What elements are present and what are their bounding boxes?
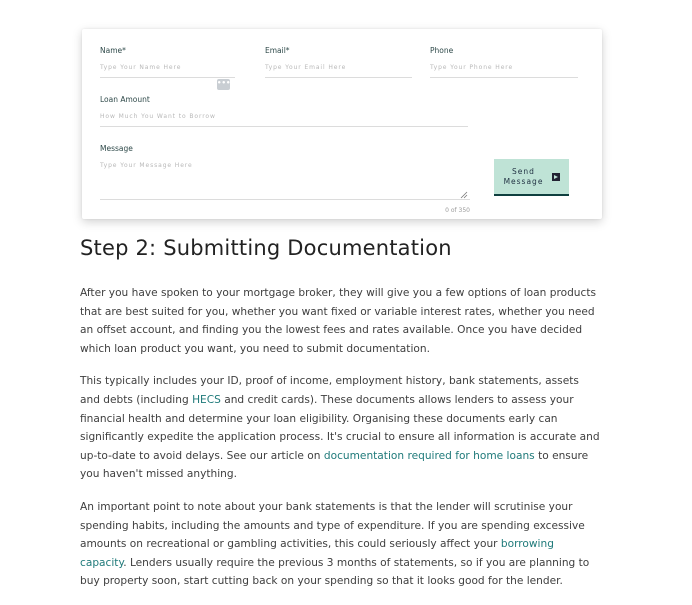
p3-text-2: . Lenders usually require the previous 3 months of statements, so if you are planning to buy property soon, start cutting back on your spending so that it looks good for the lender. — [80, 556, 590, 588]
paragraph-2 — [80, 372, 602, 484]
paragraph-3 — [80, 498, 602, 591]
name-input[interactable] — [100, 64, 235, 78]
p3-text-1: An important point to note about your bank statements is that the lender will scrutinise your spending habits, including the amounts and type of expenditure. If you are spending excessive amounts on recreational or gambling activities, this could seriously affect your — [80, 500, 585, 551]
send-message-label: Send Message — [503, 166, 544, 186]
p2-text-3: to ensure you haven't missed anything. — [80, 449, 589, 481]
email-field-group — [265, 46, 412, 78]
email-label: Email* — [265, 46, 290, 55]
article-body — [80, 284, 602, 605]
contact-form — [82, 29, 602, 219]
phone-label: Phone — [430, 46, 454, 55]
autofill-icon[interactable]: ••• — [217, 79, 230, 90]
message-label: Message — [100, 144, 133, 153]
email-input[interactable] — [265, 64, 412, 78]
loan-amount-label: Loan Amount — [100, 95, 150, 104]
borrowing-capacity-link[interactable]: borrowing capacity — [80, 538, 554, 569]
phone-field-group — [430, 46, 578, 78]
name-label: Name* — [100, 46, 126, 55]
loan-amount-field-group — [100, 95, 468, 127]
documentation-link[interactable]: documentation required for home loans — [323, 449, 535, 462]
paragraph-1: After you have spoken to your mortgage broker, they will give you a few options of loan products that are best suited for you, whether you want fixed or variable interest rates, whether you need an offset account, and finding you the lowest fees and rates available. Once you have decided which loan product you want, you need to submit documentation. — [80, 287, 597, 355]
message-input[interactable] — [100, 162, 470, 200]
hecs-link[interactable]: HECS — [192, 393, 221, 406]
message-field-group — [100, 144, 470, 214]
p2-text-1: This typically includes your ID, proof of income, employment history, bank statements, assets and debts (including — [80, 375, 579, 406]
name-field-group — [100, 46, 235, 87]
loan-amount-input[interactable] — [100, 113, 468, 127]
phone-input[interactable] — [430, 64, 578, 78]
character-count: 0 of 350 — [445, 207, 470, 214]
resize-handle-icon[interactable] — [460, 191, 468, 199]
section-heading: Step 2: Submitting Documentation — [80, 236, 452, 260]
send-message-button[interactable] — [494, 159, 569, 196]
arrow-right-icon — [552, 173, 560, 181]
p2-text-2: and credit cards). These documents allows lenders to assess your financial health and determine your loan eligibility. Organising these documents early can significantly expedite the application process. It's crucial to ensure all information is accurate and up-to-date to avoid delays. See our article on — [80, 393, 600, 462]
